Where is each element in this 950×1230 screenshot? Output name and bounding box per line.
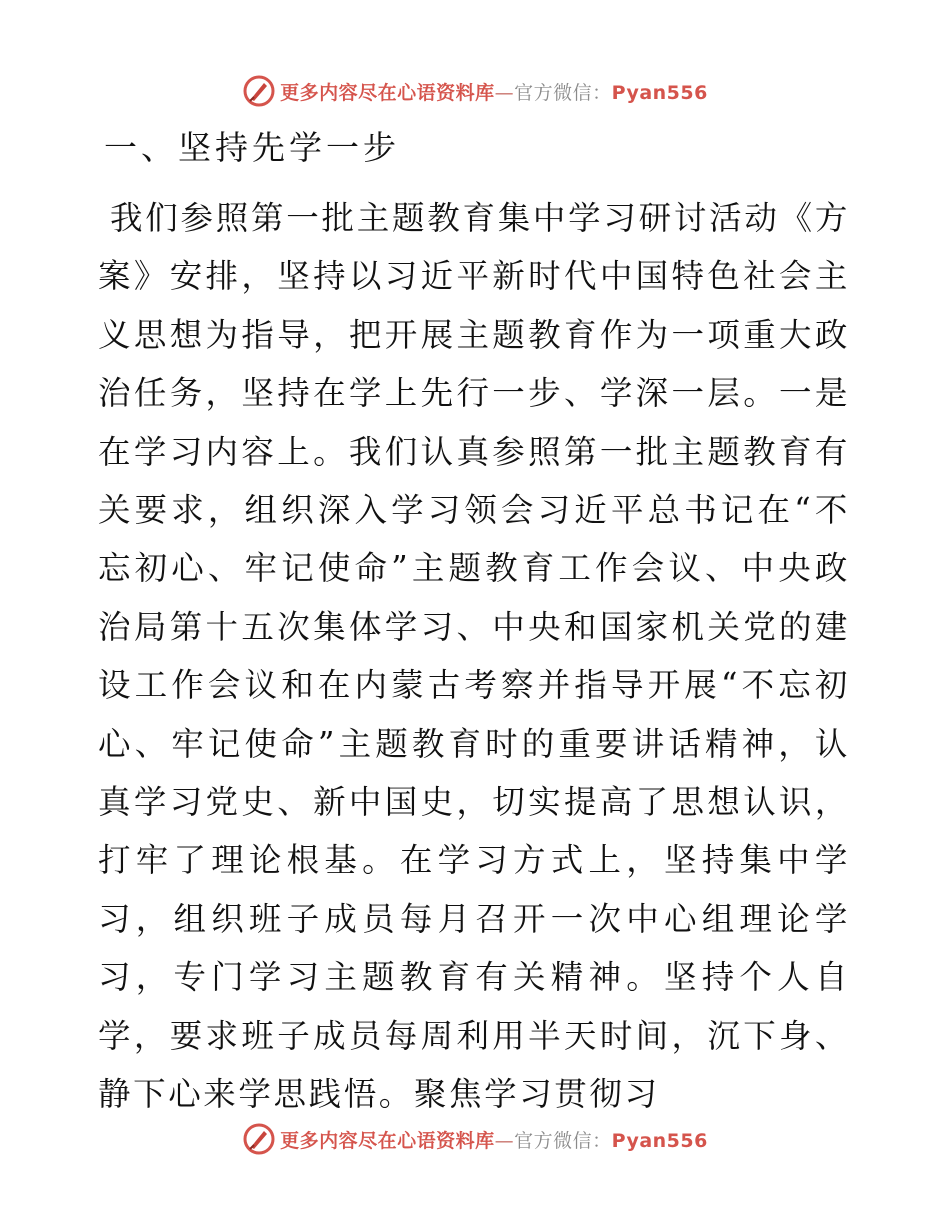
header-watermark [0,71,950,111]
banner-dash: — [494,81,515,104]
banner-account: Pyan556 [611,81,708,104]
footer-watermark [0,1119,950,1159]
banner-account: Pyan556 [611,1129,708,1152]
section-heading: 一、坚持先学一步 [104,128,400,167]
banner-title: 更多内容尽在心语资料库 [280,81,495,104]
body-paragraph: 我们参照第一批主题教育集中学习研讨活动《方案》安排，坚持以习近平新时代中国特色社会主义思想为指导，把开展主题教育作为一项重大政治任务，坚持在学上先行一步、学深一层。一是在学习内容上。我们认真参照第一批主题教育有关要求，组织深入学习领会习近平总书记在“不忘初心、牢记使命”主题教育工作会议、中央政治局第十五次集体学习、中央和国家机关党的建设工作会议和在内蒙古考察并指导开展“不忘初心、牢记使命”主题教育时的重要讲话精神，认真学习党史、新中国史，切实提高了思想认识，打牢了理论根基。在学习方式上，坚持集中学习，组织班子成员每月召开一次中心组理论学习，专门学习主题教育有关精神。坚持个人自学，要求班子成员每周利用半天时间，沉下身、静下心来学思践悟。聚焦学习贯彻习 [98,199,850,1114]
banner-suffix: 官方微信： [514,81,612,104]
banner-title: 更多内容尽在心语资料库 [280,1129,495,1152]
banner-dash: — [494,1129,515,1152]
quill-logo-icon [242,74,276,108]
banner-suffix: 官方微信： [514,1129,612,1152]
quill-logo-icon [242,1122,276,1156]
